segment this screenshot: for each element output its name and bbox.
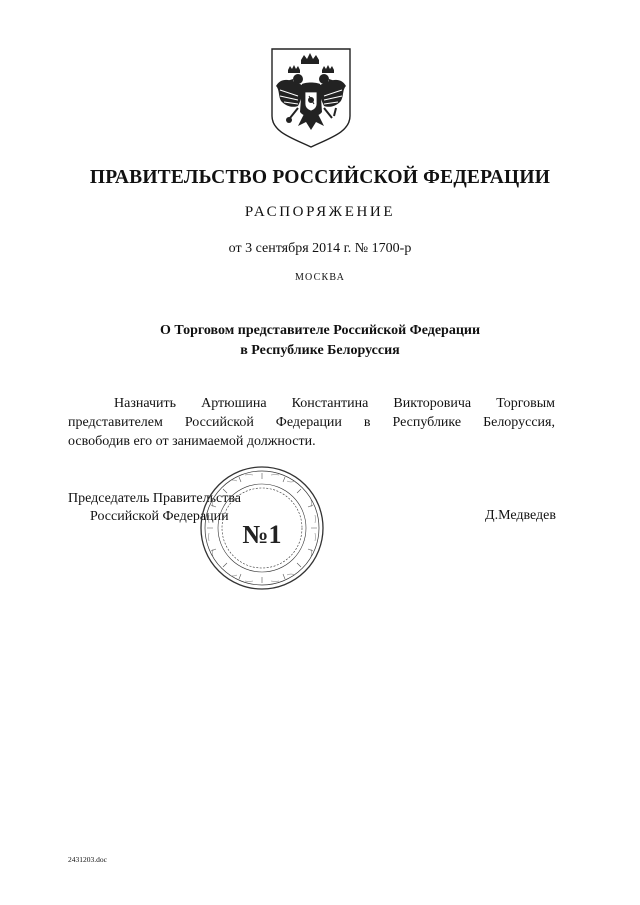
body-word: Торговым [496, 396, 555, 411]
document-body [68, 394, 555, 451]
body-word: Викторовича [393, 396, 472, 411]
body-word: представителем [68, 415, 163, 430]
document-date-number: от 3 сентября 2014 г. № 1700-р [228, 241, 412, 256]
body-word: Федерации [275, 415, 342, 430]
body-word: Российской [184, 415, 254, 430]
seal-number: №1 [242, 520, 282, 549]
body-word: Республике [392, 415, 462, 430]
subject-line-1: О Торговом представителе Российской Федерации [159, 323, 481, 338]
organization-title: ПРАВИТЕЛЬСТВО РОССИЙСКОЙ ФЕДЕРАЦИИ [89, 167, 551, 188]
double-headed-eagle-icon [268, 46, 354, 150]
signatory-name: Д.Медведев [485, 508, 556, 523]
body-word: в [363, 415, 371, 430]
document-city: МОСКВА [294, 272, 346, 283]
body-line-3 [68, 432, 555, 451]
body-line-2 [68, 413, 555, 432]
body-word: Белоруссия, [483, 415, 555, 430]
body-word: Артюшина [201, 396, 267, 411]
coat-of-arms-emblem [268, 46, 354, 150]
body-word: Константина [291, 396, 369, 411]
signatory-title-line-1: Председатель Правительства [68, 491, 241, 506]
body-word: освободив его от занимаемой должности. [68, 434, 316, 449]
document-type: РАСПОРЯЖЕНИЕ [244, 204, 396, 220]
body-word: Назначить [114, 396, 177, 411]
body-line-1 [68, 394, 555, 413]
official-seal-stamp [199, 465, 325, 591]
file-reference: 2431203.doc [68, 855, 107, 864]
signatory-title-line-2: Российской Федерации [90, 509, 229, 524]
subject-line-2: в Республике Белоруссия [240, 343, 400, 358]
document-subject [0, 321, 640, 361]
